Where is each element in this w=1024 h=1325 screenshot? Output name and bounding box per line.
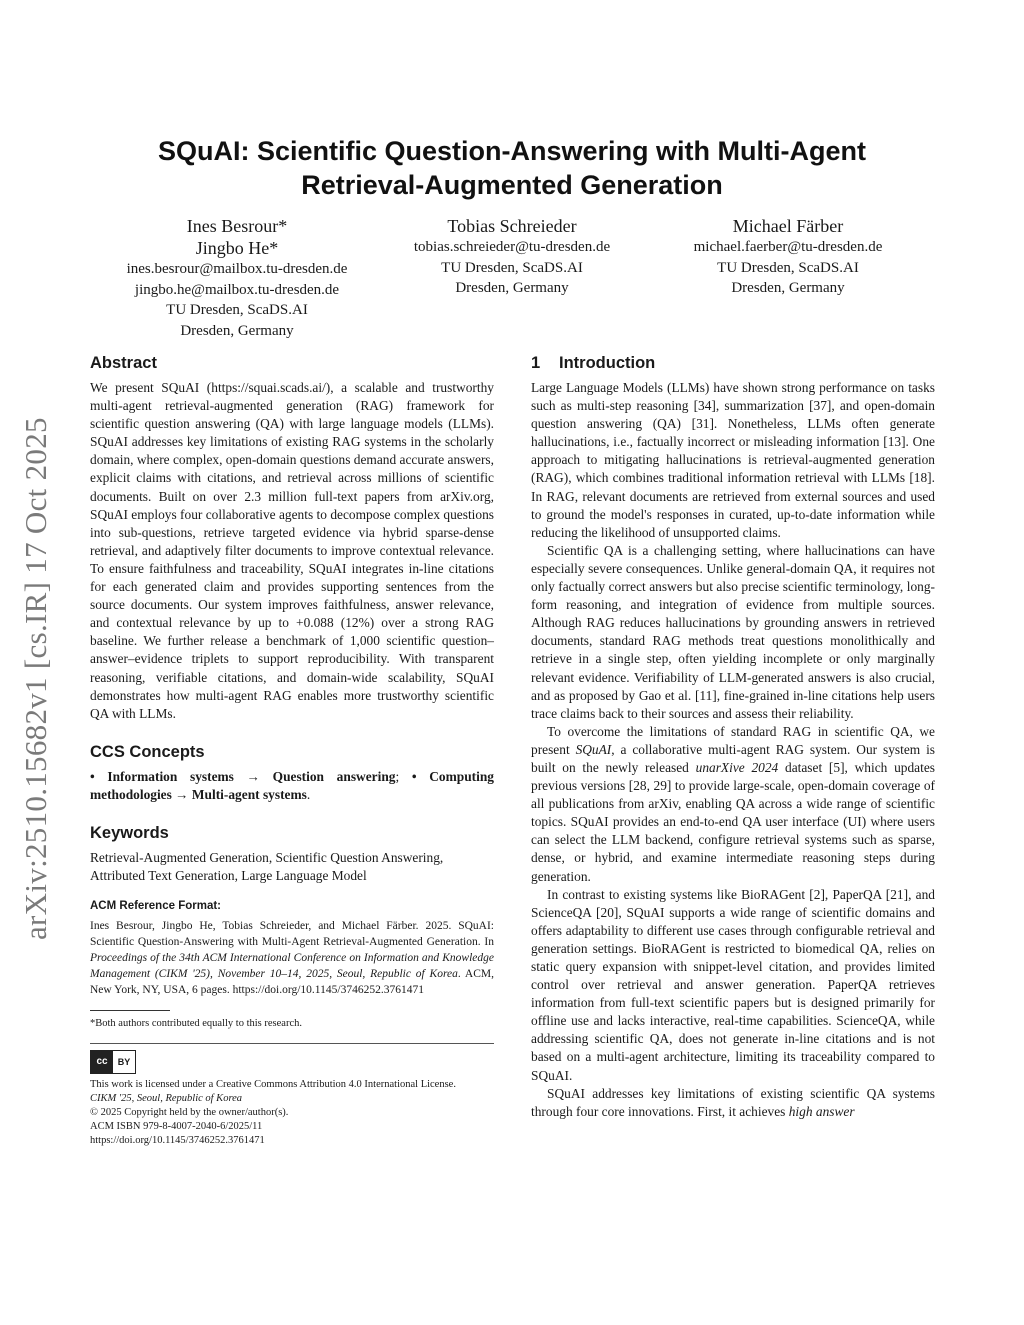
intro-paragraph-3 <box>531 723 935 886</box>
ccs-term: Multi-agent systems <box>191 786 307 802</box>
author-block-1 <box>92 215 382 341</box>
author-location: Dresden, Germany <box>455 280 569 296</box>
cc-by-license-icon <box>90 1050 136 1074</box>
author-block-3 <box>648 215 928 299</box>
license-copyright: © 2025 Copyright held by the owner/author(s). <box>90 1107 289 1119</box>
ccs-term: Question answering <box>272 768 396 784</box>
author-name: Tobias Schreieder <box>447 216 577 236</box>
left-column <box>90 352 494 1148</box>
author-name: Ines Besrour* <box>186 216 288 236</box>
ccs-term: • Information systems <box>90 768 234 784</box>
author-location: Dresden, Germany <box>731 280 845 296</box>
ccs-arrow: → <box>171 786 192 802</box>
license-line: This work is licensed under a Creative Commons Attribution 4.0 International License. <box>90 1079 456 1091</box>
author-location: Dresden, Germany <box>180 322 294 339</box>
dataset-name: unarXive 2024 <box>695 759 779 775</box>
title-line-2: Retrieval-Augmented Generation <box>301 170 723 200</box>
ccs-heading: CCS Concepts <box>90 742 205 761</box>
author-email: michael.faerber@tu-dresden.de <box>693 239 883 255</box>
author-email: ines.besrour@mailbox.tu-dresden.de <box>126 261 348 277</box>
author-email: tobias.schreieder@tu-dresden.de <box>413 239 611 255</box>
license-doi[interactable]: https://doi.org/10.1145/3746252.3761471 <box>90 1135 265 1147</box>
footnote-rule <box>90 1010 170 1011</box>
author-name: Jingbo He* <box>195 238 279 258</box>
text-run: To overcome the limitations of standard RAG in scientific QA, we present <box>531 723 935 757</box>
right-column <box>531 352 935 1121</box>
author-name: Michael Färber <box>732 216 844 236</box>
intro-paragraph-1: Large Language Models (LLMs) have shown strong performance on tasks such as multi-step reasoning [34], summarization [37], and open-domain question answering (QA) [31]. Nonetheless, LLMs often generate hallucinations, i.e., factually incorrect or misleading information [13]. One approach to mitigating hallucinations is retrieval-augmented generation (RAG), which combines traditional information retrieval with LLMs [18]. In RAG, relevant documents are retrieved from external sources and used to ground the model's responses in curated, up-to-date information while reducing the likelihood of unsupported claims. <box>531 380 935 540</box>
ccs-separator: ; <box>395 768 412 784</box>
ccs-concepts <box>90 768 494 804</box>
keywords-text: Retrieval-Augmented Generation, Scientific Question Answering, Attributed Text Generation, Large Language Model <box>90 849 444 884</box>
author-affiliation: TU Dresden, ScaDS.AI <box>166 302 308 318</box>
title-line-1: SQuAI: Scientific Question-Answering with Multi-Agent <box>158 136 866 166</box>
text-run: dataset [5], which updates previous versions [28, 29] to provide large-scale, open-domain coverage of all publications from arXiv, enabling QA across a wide range of scientific topics. SQuAI provides an end-to-end QA user interface (UI) where users can select the LLM backend, configure retrieval systems such as sparse, dense, or hybrid, and examine intermediate reasoning steps during generation. <box>531 759 936 884</box>
acm-reference-text <box>90 918 494 998</box>
cc-icon: cc <box>91 1051 113 1073</box>
acm-reference-heading: ACM Reference Format: <box>90 900 221 913</box>
intro-paragraph-2: Scientific QA is a challenging setting, where hallucinations can have especially severe consequences. Unlike general-domain QA, it requires not only factually correct answers but also precise scientific terminology, long-form reasoning, and integration of evidence from multiple sources. Although RAG reduces hallucinations by grounding answers in retrieved documents, standard RAG methods treat questions monolithically and retrieve in a single step, often yielding incomplete or only marginally relevant evidence. Verifiability of LLM-generated answers is also crucial, and as proposed by Gao et al. [11], fine-grained in-line citations help users trace claims back to their sources and assess their reliability. <box>531 542 935 721</box>
intro-paragraph-5 <box>531 1085 935 1121</box>
ccs-end: . <box>306 786 311 802</box>
abstract-text: We present SQuAI (https://squai.scads.ai/), a scalable and trustworthy multi-agent retrieval-augmented generation (RAG) framework for scientific question answering (QA) with large language models (LLMs). SQuAI addresses key limitations of existing RAG systems in the scholarly domain, where complex, open-domain questions demand accurate answers, explicit claims with citations, and retrieval across millions of scientific documents. Built on over 2.3 million full-text papers from arXiv.org, SQuAI employs four collaborative agents to decompose complex questions into sub-questions, retrieve targeted evidence via hybrid sparse-dense retrieval, and adaptively filter documents to improve contextual relevance. To ensure faithfulness and traceability, SQuAI integrates in-line citations for each generated claim and provides supporting sentences from the source documents. Our system improves faithfulness, answer relevance, and contextual relevance by up to +0.088 (12%) over a strong RAG baseline. We further release a benchmark of 1,000 scientific question–answer–evidence triplets to support reproducibility. With transparent reasoning, verifiable citations, and domain-wide scalability, SQuAI demonstrates how multi-agent RAG enables more trustworthy scientific QA with LLMs. <box>90 380 494 721</box>
ccs-term: • Computing methodologies <box>90 768 495 802</box>
text-run: SQuAI addresses key limitations of existing scientific QA systems through four core innovations. First, it achieves <box>531 1085 935 1119</box>
paper-title <box>120 134 904 202</box>
author-block-2 <box>372 215 652 299</box>
license-isbn: ACM ISBN 979-8-4007-2040-6/2025/11 <box>90 1121 263 1133</box>
section-number: 1 <box>531 354 541 372</box>
intro-paragraph-4: In contrast to existing systems like BioRAGent [2], PaperQA [21], and ScienceQA [20], SQuAI supports a wide range of scientific domains and offers adaptability to different use cases through configurable retrieval and generation settings. BioRAGent is restricted to biomedical QA, relies on static query expansion with snippet-level citation, and provides limited control over retrieval and answer generation. PaperQA retrieves information from full-text scientific papers but is designed primarily for offline use and lacks interactive, real-time capabilities. ScienceQA, while addressing scientific QA, does not generate in-line citations and is not based on a multi-agent architecture, limiting its traceability compared to SQuAI. <box>531 886 935 1083</box>
by-icon: BY <box>117 1057 131 1068</box>
author-affiliation: TU Dresden, ScaDS.AI <box>441 259 583 276</box>
section-title: Introduction <box>559 354 656 372</box>
license-venue-text: CIKM '25, Seoul, Republic of Korea <box>90 1093 243 1105</box>
section-heading-introduction <box>531 352 935 374</box>
license-venue <box>90 1092 494 1106</box>
license-rule <box>90 1043 494 1044</box>
system-name: SQuAI <box>575 741 612 757</box>
author-email: jingbo.he@mailbox.tu-dresden.de <box>134 281 340 298</box>
ccs-arrow: → <box>233 768 273 784</box>
arxiv-identifier: arXiv:2510.15682v1 [cs.IR] 17 Oct 2025 <box>18 417 53 940</box>
keywords-heading: Keywords <box>90 823 169 842</box>
text-run: , a collaborative multi-agent RAG system. Our system is built on the newly released <box>531 741 935 775</box>
acm-ref-part: . ACM, New York, NY, USA, 6 pages. https://doi.org/10.1145/3746252.3761471 <box>90 968 494 997</box>
abstract-heading: Abstract <box>90 354 157 372</box>
acm-ref-part: Ines Besrour, Jingbo He, Tobias Schreieder, and Michael Färber. 2025. SQuAI: Scientific Question-Answering with Multi-Agent Retrieval-Augmented Generation. In <box>90 920 494 949</box>
author-affiliation: TU Dresden, ScaDS.AI <box>717 259 859 276</box>
emphasis: high answer <box>788 1103 855 1119</box>
footnote: *Both authors contributed equally to this research. <box>90 1018 302 1030</box>
acm-ref-venue: Proceedings of the 34th ACM International Conference on Information and Knowledge Management (CIKM '25), November 10–14, 2025, Seoul, Republic of Korea <box>90 952 494 981</box>
